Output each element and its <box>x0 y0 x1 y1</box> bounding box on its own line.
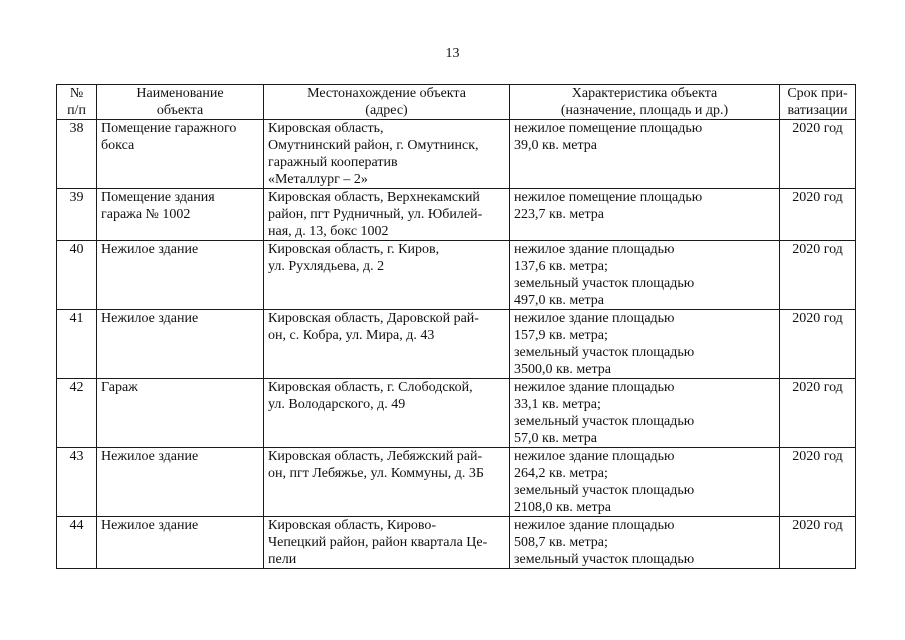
row-name-line: гаража № 1002 <box>101 207 191 222</box>
row-characteristics-line: 33,1 кв. метра; <box>514 397 601 412</box>
row-characteristics-line: земельный участок площадью <box>514 345 695 360</box>
row-location-line: он, с. Кобра, ул. Мира, д. 43 <box>268 328 435 343</box>
row-name-line: Нежилое здание <box>101 311 199 326</box>
row-characteristics-line: 223,7 кв. метра <box>514 207 604 222</box>
row-characteristics <box>510 189 780 241</box>
row-characteristics-line: нежилое здание площадью <box>514 242 675 257</box>
table-row <box>57 120 856 189</box>
row-location-line: ная, д. 13, бокс 1002 <box>268 224 389 239</box>
row-name <box>97 379 264 448</box>
header-term-line-2: ватизации <box>787 103 848 118</box>
row-characteristics <box>510 120 780 189</box>
header-location-line-2: (адрес) <box>365 103 408 118</box>
row-location-line: ул. Володарского, д. 49 <box>268 397 406 412</box>
row-num: 43 <box>57 448 97 517</box>
row-location <box>264 379 510 448</box>
row-location-line: Кировская область, Кирово- <box>268 518 437 533</box>
row-num: 38 <box>57 120 97 189</box>
row-characteristics-line: земельный участок площадью <box>514 483 695 498</box>
row-characteristics-line: нежилое здание площадью <box>514 518 675 533</box>
row-name-line: Помещение гаражного <box>101 121 237 136</box>
row-term: 2020 год <box>780 189 856 241</box>
row-location <box>264 310 510 379</box>
row-term: 2020 год <box>780 241 856 310</box>
header-term <box>780 85 856 120</box>
row-location-line: он, пгт Лебяжье, ул. Коммуны, д. 3Б <box>268 466 484 481</box>
row-location <box>264 448 510 517</box>
header-location <box>264 85 510 120</box>
row-characteristics <box>510 310 780 379</box>
row-characteristics-line: 3500,0 кв. метра <box>514 362 611 377</box>
row-term: 2020 год <box>780 379 856 448</box>
row-characteristics-line: нежилое помещение площадью <box>514 121 703 136</box>
row-characteristics-line: 497,0 кв. метра <box>514 293 604 308</box>
row-location-line: Кировская область, <box>268 121 384 136</box>
row-characteristics-line: 264,2 кв. метра; <box>514 466 608 481</box>
header-row <box>57 85 856 120</box>
table-header <box>57 85 856 120</box>
header-location-line-1: Местонахождение объекта <box>307 86 466 101</box>
row-characteristics-line: 137,6 кв. метра; <box>514 259 608 274</box>
table-row <box>57 517 856 569</box>
row-name-line: бокса <box>101 138 135 153</box>
row-location-line: Чепецкий район, район квартала Це- <box>268 535 488 550</box>
row-characteristics-line: земельный участок площадью <box>514 552 695 567</box>
row-characteristics-line: нежилое помещение площадью <box>514 190 703 205</box>
row-location-line: Омутнинский район, г. Омутнинск, <box>268 138 479 153</box>
header-name-line-1: Наименование <box>136 86 224 101</box>
header-num-line-2: п/п <box>67 103 86 118</box>
row-name <box>97 241 264 310</box>
row-num: 41 <box>57 310 97 379</box>
header-term-line-1: Срок при- <box>787 86 848 101</box>
row-location-line: Кировская область, г. Киров, <box>268 242 440 257</box>
row-num: 40 <box>57 241 97 310</box>
row-location <box>264 517 510 569</box>
header-characteristics <box>510 85 780 120</box>
row-name <box>97 310 264 379</box>
row-term: 2020 год <box>780 310 856 379</box>
row-characteristics-line: 157,9 кв. метра; <box>514 328 608 343</box>
row-name-line: Нежилое здание <box>101 518 199 533</box>
row-name-line: Нежилое здание <box>101 242 199 257</box>
row-characteristics <box>510 379 780 448</box>
row-name-line: Помещение здания <box>101 190 215 205</box>
row-characteristics-line: земельный участок площадью <box>514 414 695 429</box>
row-location <box>264 120 510 189</box>
row-characteristics-line: нежилое здание площадью <box>514 380 675 395</box>
row-location-line: пели <box>268 552 297 567</box>
row-term: 2020 год <box>780 517 856 569</box>
row-location-line: Кировская область, Верхнекамский <box>268 190 480 205</box>
header-name <box>97 85 264 120</box>
row-characteristics-line: 39,0 кв. метра <box>514 138 597 153</box>
header-num <box>57 85 97 120</box>
table-row <box>57 189 856 241</box>
row-num: 39 <box>57 189 97 241</box>
row-location <box>264 189 510 241</box>
row-num: 44 <box>57 517 97 569</box>
table-body <box>57 120 856 569</box>
row-characteristics-line: 508,7 кв. метра; <box>514 535 608 550</box>
row-location-line: ул. Рухлядьева, д. 2 <box>268 259 385 274</box>
row-name <box>97 189 264 241</box>
row-characteristics <box>510 241 780 310</box>
row-num: 42 <box>57 379 97 448</box>
header-characteristics-line-2: (назначение, площадь и др.) <box>560 103 729 118</box>
row-name-line: Гараж <box>101 380 138 395</box>
table-row <box>57 448 856 517</box>
property-table <box>56 84 856 569</box>
row-name-line: Нежилое здание <box>101 449 199 464</box>
row-characteristics <box>510 448 780 517</box>
header-num-line-1: № <box>69 86 84 101</box>
row-name <box>97 120 264 189</box>
row-term: 2020 год <box>780 120 856 189</box>
table-row <box>57 310 856 379</box>
header-name-line-2: объекта <box>156 103 204 118</box>
row-characteristics <box>510 517 780 569</box>
row-characteristics-line: 2108,0 кв. метра <box>514 500 611 515</box>
table-row <box>57 379 856 448</box>
row-location-line: гаражный кооператив <box>268 155 398 170</box>
row-location-line: Кировская область, Лебяжский рай- <box>268 449 483 464</box>
row-location-line: Кировская область, г. Слободской, <box>268 380 473 395</box>
row-location-line: «Металлург – 2» <box>268 172 368 187</box>
row-characteristics-line: нежилое здание площадью <box>514 311 675 326</box>
row-term: 2020 год <box>780 448 856 517</box>
row-name <box>97 517 264 569</box>
page-number: 13 <box>445 46 460 61</box>
row-name <box>97 448 264 517</box>
row-location <box>264 241 510 310</box>
row-characteristics-line: земельный участок площадью <box>514 276 695 291</box>
row-characteristics-line: 57,0 кв. метра <box>514 431 597 446</box>
row-characteristics-line: нежилое здание площадью <box>514 449 675 464</box>
table-row <box>57 241 856 310</box>
row-location-line: Кировская область, Даровской рай- <box>268 311 479 326</box>
header-characteristics-line-1: Характеристика объекта <box>571 86 718 101</box>
row-location-line: район, пгт Рудничный, ул. Юбилей- <box>268 207 483 222</box>
